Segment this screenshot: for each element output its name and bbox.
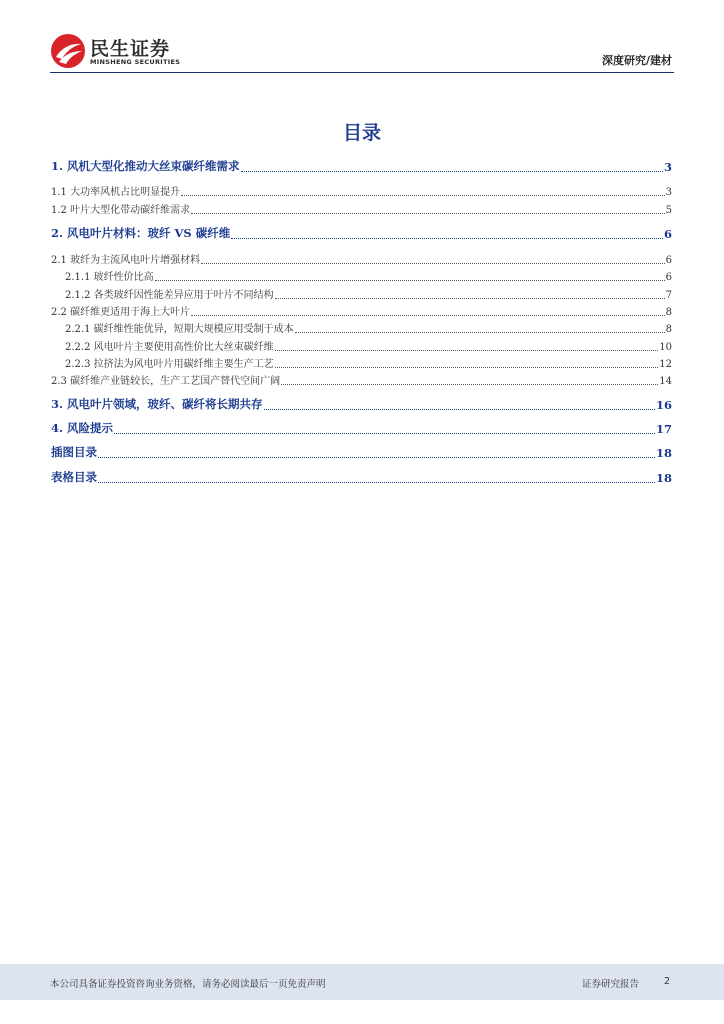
toc-leader-dots bbox=[181, 183, 665, 196]
toc-entry-level-2[interactable] bbox=[51, 200, 672, 216]
toc-leader-dots bbox=[191, 201, 665, 214]
toc-entry-page: 18 bbox=[655, 446, 672, 460]
toc-leader-dots bbox=[231, 226, 663, 239]
footer-disclaimer: 本公司具备证券投资咨询业务资格，请务必阅读最后一页免责声明 bbox=[50, 979, 326, 990]
toc-entry-level-3[interactable] bbox=[51, 337, 672, 353]
toc-leader-dots bbox=[98, 470, 655, 483]
toc-entry-page: 8 bbox=[665, 324, 672, 335]
toc-entry-level-1[interactable] bbox=[51, 396, 672, 412]
toc-entry-level-2[interactable] bbox=[51, 302, 672, 318]
toc-entry-label: 3. 风电叶片领域，玻纤、碳纤将长期共存 bbox=[51, 397, 263, 411]
toc-entry-page: 6 bbox=[665, 255, 672, 266]
toc-entry-page: 14 bbox=[659, 376, 672, 387]
toc-entry-page: 6 bbox=[665, 272, 672, 283]
toc-entry-page: 3 bbox=[663, 160, 672, 174]
toc-leader-dots bbox=[275, 355, 659, 368]
toc-leader-dots bbox=[275, 338, 659, 351]
toc-entry-level-1[interactable] bbox=[51, 469, 672, 485]
toc-entry-level-2[interactable] bbox=[51, 371, 672, 387]
toc-leader-dots bbox=[201, 251, 665, 264]
toc-leader-dots bbox=[114, 421, 655, 434]
toc-entry-label: 表格目录 bbox=[51, 470, 97, 484]
toc-leader-dots bbox=[191, 303, 665, 316]
page-footer bbox=[0, 964, 724, 1000]
toc-leader-dots bbox=[98, 445, 655, 458]
toc-entry-label: 1.1 大功率风机占比明显提升 bbox=[51, 187, 181, 198]
toc-entry-level-2[interactable] bbox=[51, 182, 672, 198]
toc-leader-dots bbox=[241, 159, 663, 172]
toc-entry-label: 2.1.2 各类玻纤因性能差异应用于叶片不同结构 bbox=[65, 290, 274, 301]
toc-leader-dots bbox=[275, 286, 665, 299]
footer-document-type: 证券研究报告 bbox=[582, 979, 640, 990]
toc-entry-label: 1. 风机大型化推动大丝束碳纤维需求 bbox=[51, 159, 240, 173]
toc-entry-page: 6 bbox=[663, 227, 672, 241]
toc-title: 目录 bbox=[342, 122, 381, 144]
toc-entry-label: 2.2.3 拉挤法为风电叶片用碳纤维主要生产工艺 bbox=[65, 359, 274, 370]
logo-english-name: MINSHENG SECURITIES bbox=[90, 58, 181, 66]
toc-entry-page: 16 bbox=[655, 398, 672, 412]
toc-entry-page: 5 bbox=[665, 205, 672, 216]
toc-entry-page: 7 bbox=[665, 290, 672, 301]
toc-entry-level-1[interactable] bbox=[51, 158, 672, 174]
toc-entry-label: 4. 风险提示 bbox=[51, 421, 114, 435]
toc-entry-level-1[interactable] bbox=[51, 225, 672, 241]
toc-entry-level-2[interactable] bbox=[51, 250, 672, 266]
toc-entry-page: 3 bbox=[665, 187, 672, 198]
toc-entry-level-3[interactable] bbox=[51, 354, 672, 370]
page-number: 2 bbox=[664, 976, 671, 987]
header-divider bbox=[50, 72, 674, 73]
page-header bbox=[0, 0, 724, 80]
minsheng-logo-icon bbox=[50, 33, 86, 69]
toc-entry-label: 2.2.2 风电叶片主要使用高性价比大丝束碳纤维 bbox=[65, 342, 274, 353]
toc-entry-label: 插图目录 bbox=[51, 445, 97, 459]
toc-entry-level-1[interactable] bbox=[51, 444, 672, 460]
toc-entry-page: 12 bbox=[659, 359, 672, 370]
toc-entry-label: 2.3 碳纤维产业链较长，生产工艺国产替代空间广阔 bbox=[51, 376, 281, 387]
toc-leader-dots bbox=[295, 320, 665, 333]
toc-entry-label: 2.2.1 碳纤维性能优异，短期大规模应用受制于成本 bbox=[65, 324, 294, 335]
toc-entry-label: 2.1 玻纤为主流风电叶片增强材料 bbox=[51, 255, 201, 266]
toc-leader-dots bbox=[264, 397, 655, 410]
toc-entry-page: 17 bbox=[655, 422, 672, 436]
toc-entry-level-1[interactable] bbox=[51, 420, 672, 436]
toc-entry-page: 10 bbox=[659, 342, 672, 353]
toc-entry-label: 2.2 碳纤维更适用于海上大叶片 bbox=[51, 307, 191, 318]
toc-entry-label: 2.1.1 玻纤性价比高 bbox=[65, 272, 154, 283]
toc-entry-page: 8 bbox=[665, 307, 672, 318]
report-category: 深度研究/建材 bbox=[601, 54, 672, 67]
toc-leader-dots bbox=[281, 372, 658, 385]
logo-chinese-name: 民生证券 bbox=[90, 38, 171, 60]
toc-entry-level-3[interactable] bbox=[51, 285, 672, 301]
toc-entry-label: 1.2 叶片大型化带动碳纤维需求 bbox=[51, 205, 191, 216]
toc-entry-label: 2. 风电叶片材料：玻纤 VS 碳纤维 bbox=[51, 226, 231, 240]
toc-entry-level-3[interactable] bbox=[51, 267, 672, 283]
toc-entry-page: 18 bbox=[655, 471, 672, 485]
toc-entry-level-3[interactable] bbox=[51, 319, 672, 335]
toc-leader-dots bbox=[155, 268, 665, 281]
